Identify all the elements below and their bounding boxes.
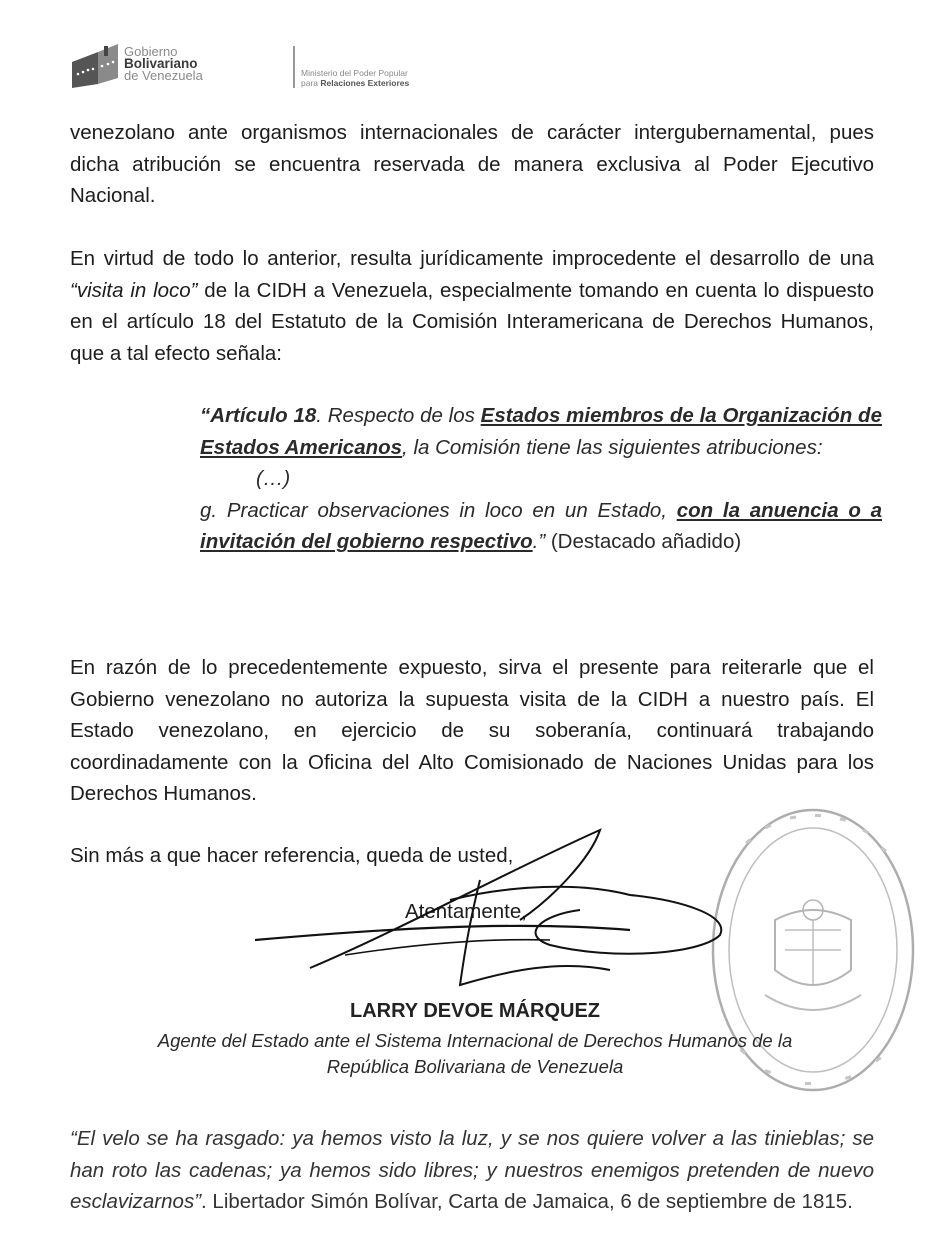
paragraph-3: En razón de lo precedentemente expuesto, sirva el presente para reiterarle que el Gobierno venezolano no autoriza la supuesta visita de la CIDH a nuestro país. El Estado venezolano, en ejercicio de su soberanía, continuará trabajando coordinadamente con la Oficina del Alto Comisionado de Naciones Unidas para los Derechos Humanos. bbox=[70, 656, 874, 805]
paragraph-2-text-b: de la CIDH a Venezuela, especialmente tomando en cuenta lo dispuesto en el artículo 18 del Estatuto de la Comisión Interamericana de Derechos Humanos, que a tal efecto señala: bbox=[70, 278, 874, 365]
logo-line-3: de Venezuela bbox=[124, 68, 203, 83]
quote-end: .” bbox=[532, 530, 546, 553]
signer-title bbox=[80, 1028, 870, 1080]
paragraph-2-text-a: En virtud de todo lo anterior, resulta jurídicamente improcedente el desarrollo de una bbox=[70, 247, 874, 270]
logo-wordmark bbox=[124, 46, 294, 82]
paragraph-1: venezolano ante organismos internacionales de carácter intergubernamental, pues dicha atribución se encuentra reservada de manera exclusiva al Poder Ejecutivo Nacional. bbox=[70, 121, 874, 207]
handwritten-signature bbox=[250, 820, 750, 990]
paragraph-2 bbox=[70, 243, 874, 369]
article-quote bbox=[200, 400, 882, 558]
quote-bold-1: Estados miembros de la Organización de Estados Americanos bbox=[200, 404, 882, 459]
bolivar-quote-attribution: . Libertador Simón Bolívar, Carta de Jamaica, 6 de septiembre de 1815. bbox=[201, 1190, 853, 1213]
quote-text-1: . Respecto de los bbox=[316, 404, 481, 427]
quote-bold-2: con la anuencia o a invitación del gobierno respectivo bbox=[200, 498, 882, 553]
bolivar-quote bbox=[70, 1123, 874, 1218]
logo-divider bbox=[293, 46, 295, 88]
signer-title-line-1: Agente del Estado ante el Sistema Internacional de Derechos Humanos de la bbox=[157, 1030, 793, 1051]
quote-item-g: g. Practicar observaciones in loco en un Estado, bbox=[200, 498, 677, 522]
quote-note: (Destacado añadido) bbox=[545, 530, 742, 553]
quote-ellipsis: (…) bbox=[256, 467, 291, 490]
logo-line-2: Bolivariano bbox=[124, 56, 198, 71]
ministry-prefix: para bbox=[301, 78, 319, 88]
logo-line-1: Gobierno bbox=[124, 44, 178, 59]
ministry-line-2 bbox=[301, 78, 501, 88]
bolivar-quote-text: “El velo se ha rasgado: ya hemos visto la luz, y se nos quiere volver a las tinieblas; se han roto las cadenas; ya hemos sido libres; y nuestros enemigos pretenden de nuevo esclavizarnos” bbox=[70, 1127, 874, 1213]
closing-line: Sin más a que hacer referencia, queda de usted, bbox=[70, 844, 514, 867]
government-logo-icon bbox=[68, 42, 120, 90]
regards: Atentamente, bbox=[405, 900, 527, 923]
paragraph-2-italic: “visita in loco” bbox=[70, 278, 198, 302]
article-label: “Artículo 18 bbox=[200, 404, 317, 427]
signer-title-line-2: República Bolivariana de Venezuela bbox=[326, 1056, 624, 1077]
quote-text-2: , la Comisión tiene las siguientes atribuciones: bbox=[402, 435, 823, 459]
ministry-bold: Relaciones Exteriores bbox=[320, 78, 410, 88]
ministry-name bbox=[301, 68, 501, 88]
signer-name: LARRY DEVOE MÁRQUEZ bbox=[349, 1000, 601, 1022]
ministry-line-1: Ministerio del Poder Popular bbox=[301, 68, 408, 78]
